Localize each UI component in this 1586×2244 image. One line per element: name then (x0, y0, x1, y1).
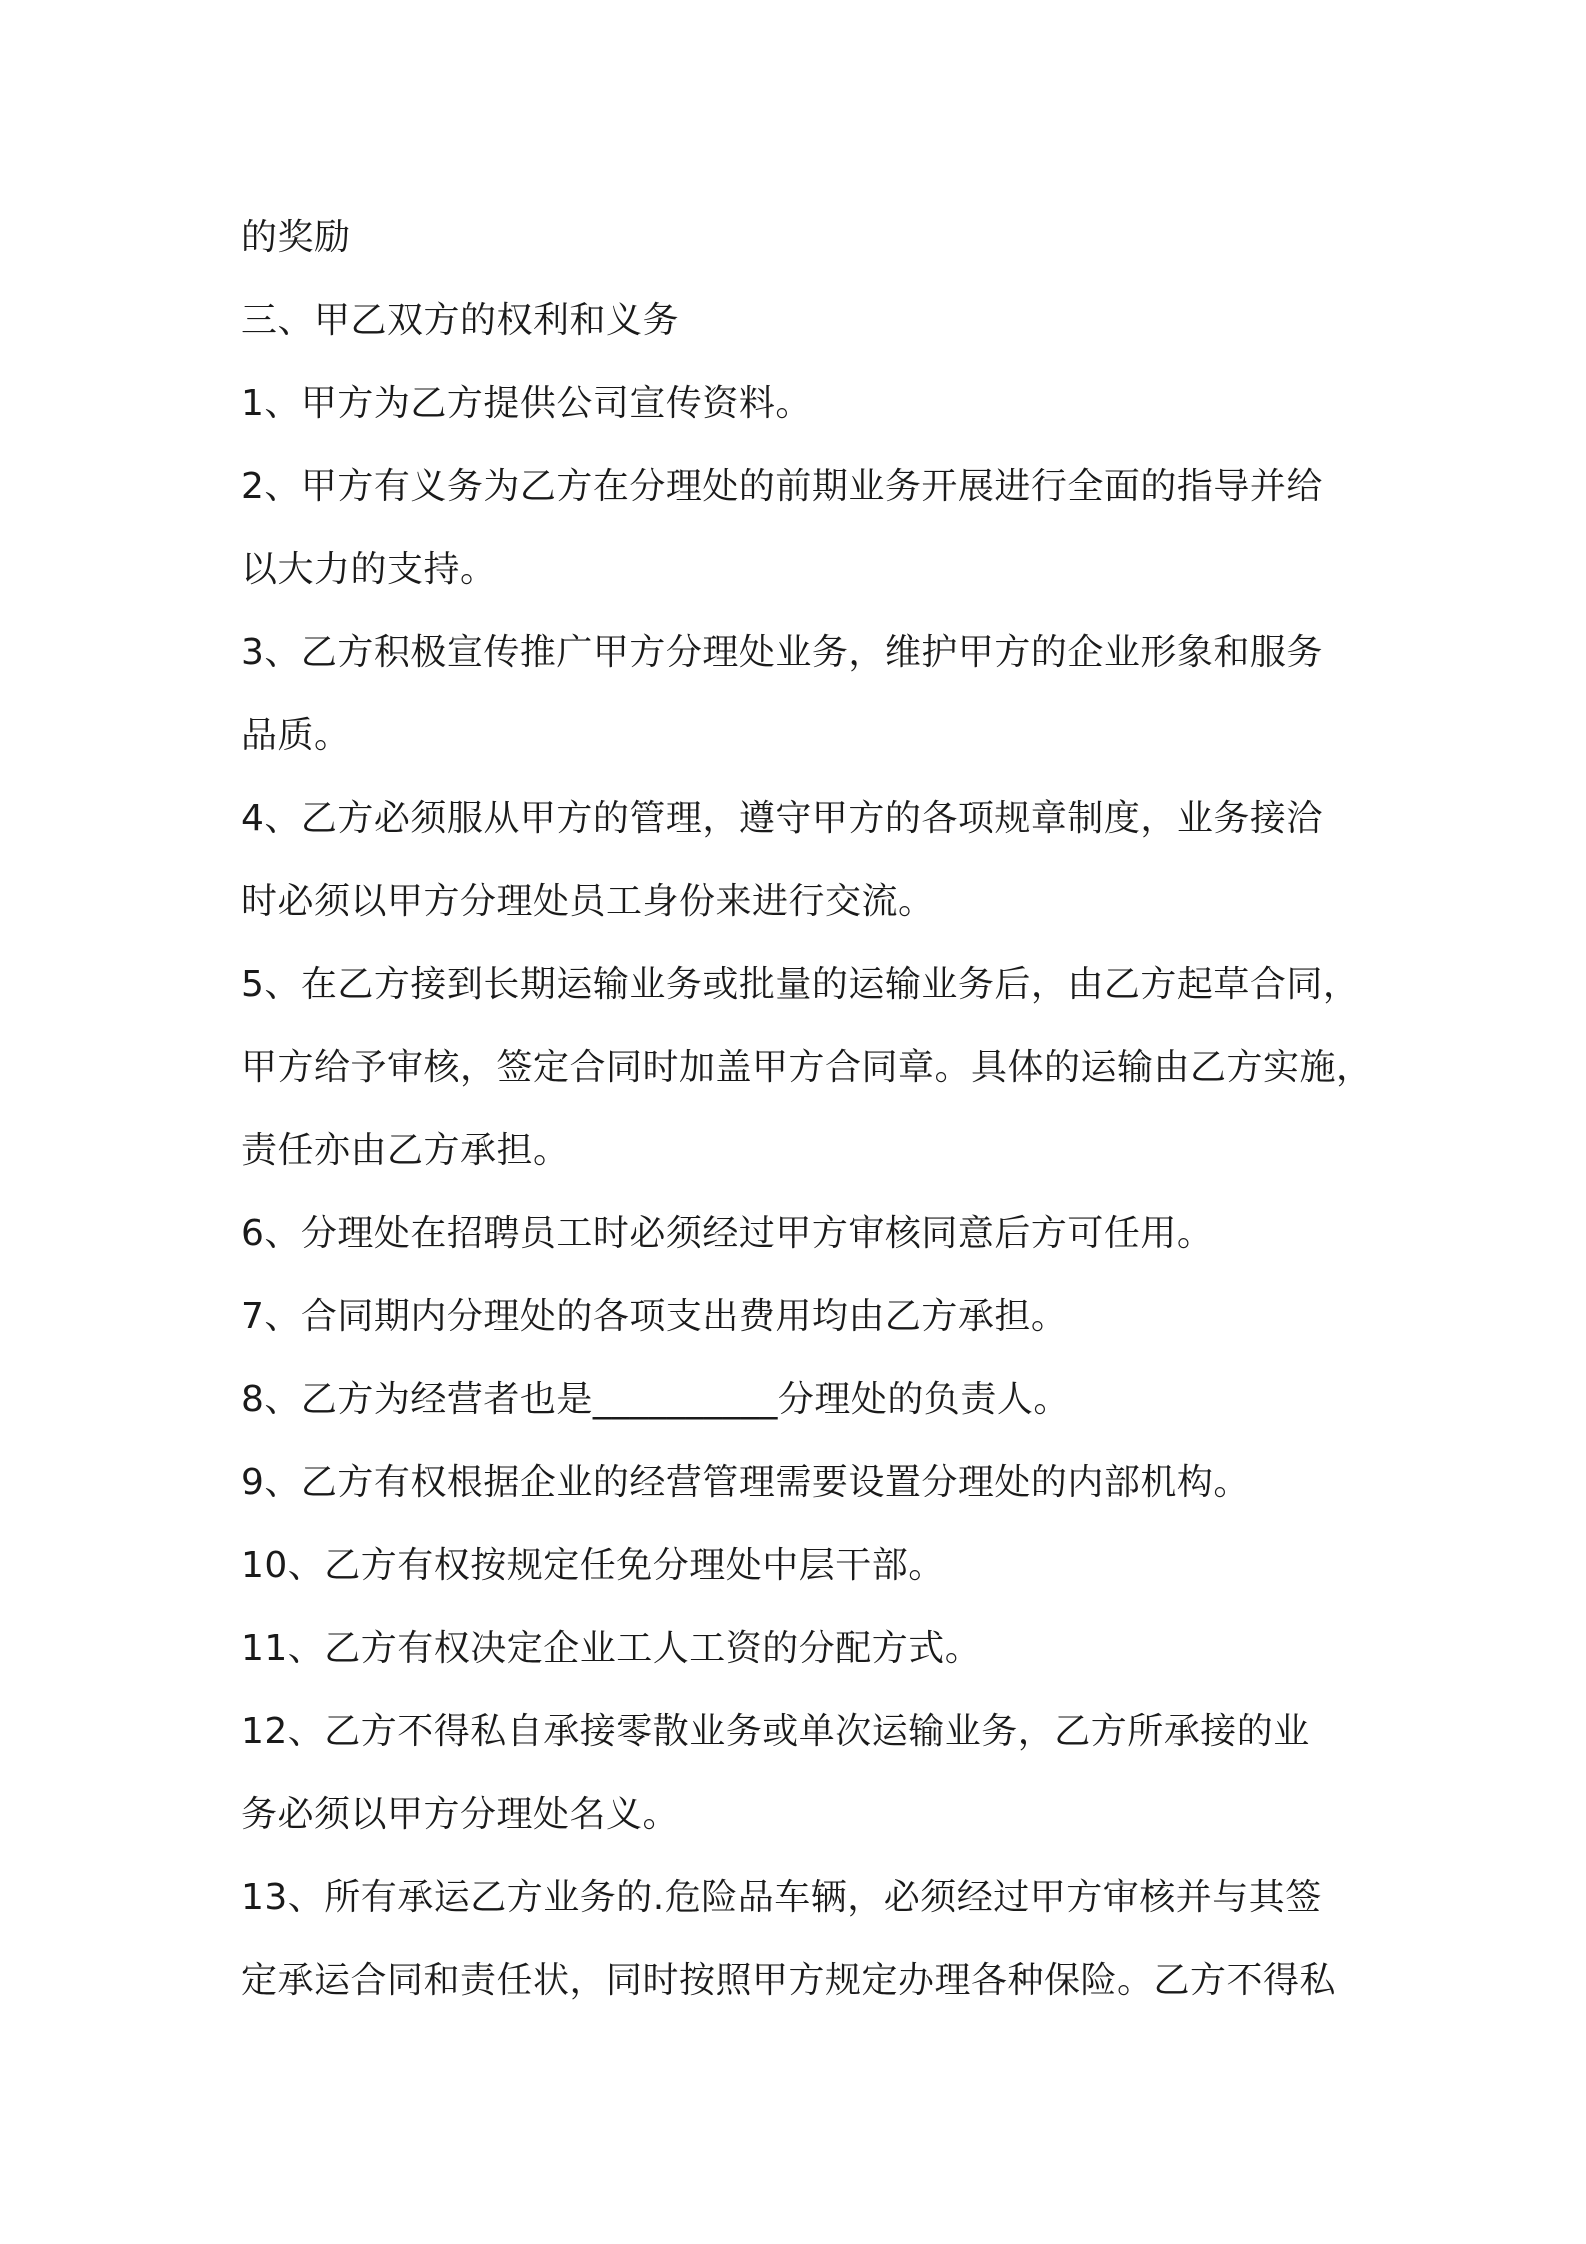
clause-2-continued: 以大力的支持。 (241, 549, 497, 590)
clause-1: 1、甲方为乙方提供公司宣传资料。 (241, 383, 812, 424)
clause-10: 10、乙方有权按规定任免分理处中层干部。 (241, 1545, 945, 1586)
section-heading: 三、甲乙双方的权利和义务 (241, 300, 680, 341)
clause-9: 9、乙方有权根据企业的经营管理需要设置分理处的内部机构。 (241, 1462, 1250, 1503)
document-body (241, 196, 1373, 2022)
clause-13: 13、所有承运乙方业务的.危险品车辆，必须经过甲方审核并与其签 (241, 1877, 1322, 1918)
clause-4-continued: 时必须以甲方分理处员工身份来进行交流。 (241, 881, 935, 922)
clause-3-continued: 品质。 (241, 715, 351, 756)
clause-12-continued: 务必须以甲方分理处名义。 (241, 1794, 680, 1835)
clause-7: 7、合同期内分理处的各项支出费用均由乙方承担。 (241, 1296, 1068, 1337)
clause-12: 12、乙方不得私自承接零散业务或单次运输业务，乙方所承接的业 (241, 1711, 1310, 1752)
text-line: 的奖励 (241, 217, 351, 258)
clause-11: 11、乙方有权决定企业工人工资的分配方式。 (241, 1628, 982, 1669)
clause-6: 6、分理处在招聘员工时必须经过甲方审核同意后方可任用。 (241, 1213, 1214, 1254)
clause-3: 3、乙方积极宣传推广甲方分理处业务，维护甲方的企业形象和服务 (241, 632, 1323, 673)
clause-5-continued: 甲方给予审核，签定合同时加盖甲方合同章。具体的运输由乙方实施， (241, 1047, 1373, 1088)
clause-2: 2、甲方有义务为乙方在分理处的前期业务开展进行全面的指导并给 (241, 466, 1323, 507)
clause-4: 4、乙方必须服从甲方的管理，遵守甲方的各项规章制度，业务接洽 (241, 798, 1323, 839)
clause-5-continued-2: 责任亦由乙方承担。 (241, 1130, 570, 1171)
clause-13-continued: 定承运合同和责任状，同时按照甲方规定办理各种保险。乙方不得私 (241, 1960, 1337, 2001)
clause-8: 8、乙方为经营者也是__________分理处的负责人。 (241, 1379, 1070, 1420)
clause-5: 5、在乙方接到长期运输业务或批量的运输业务后，由乙方起草合同， (241, 964, 1360, 1005)
